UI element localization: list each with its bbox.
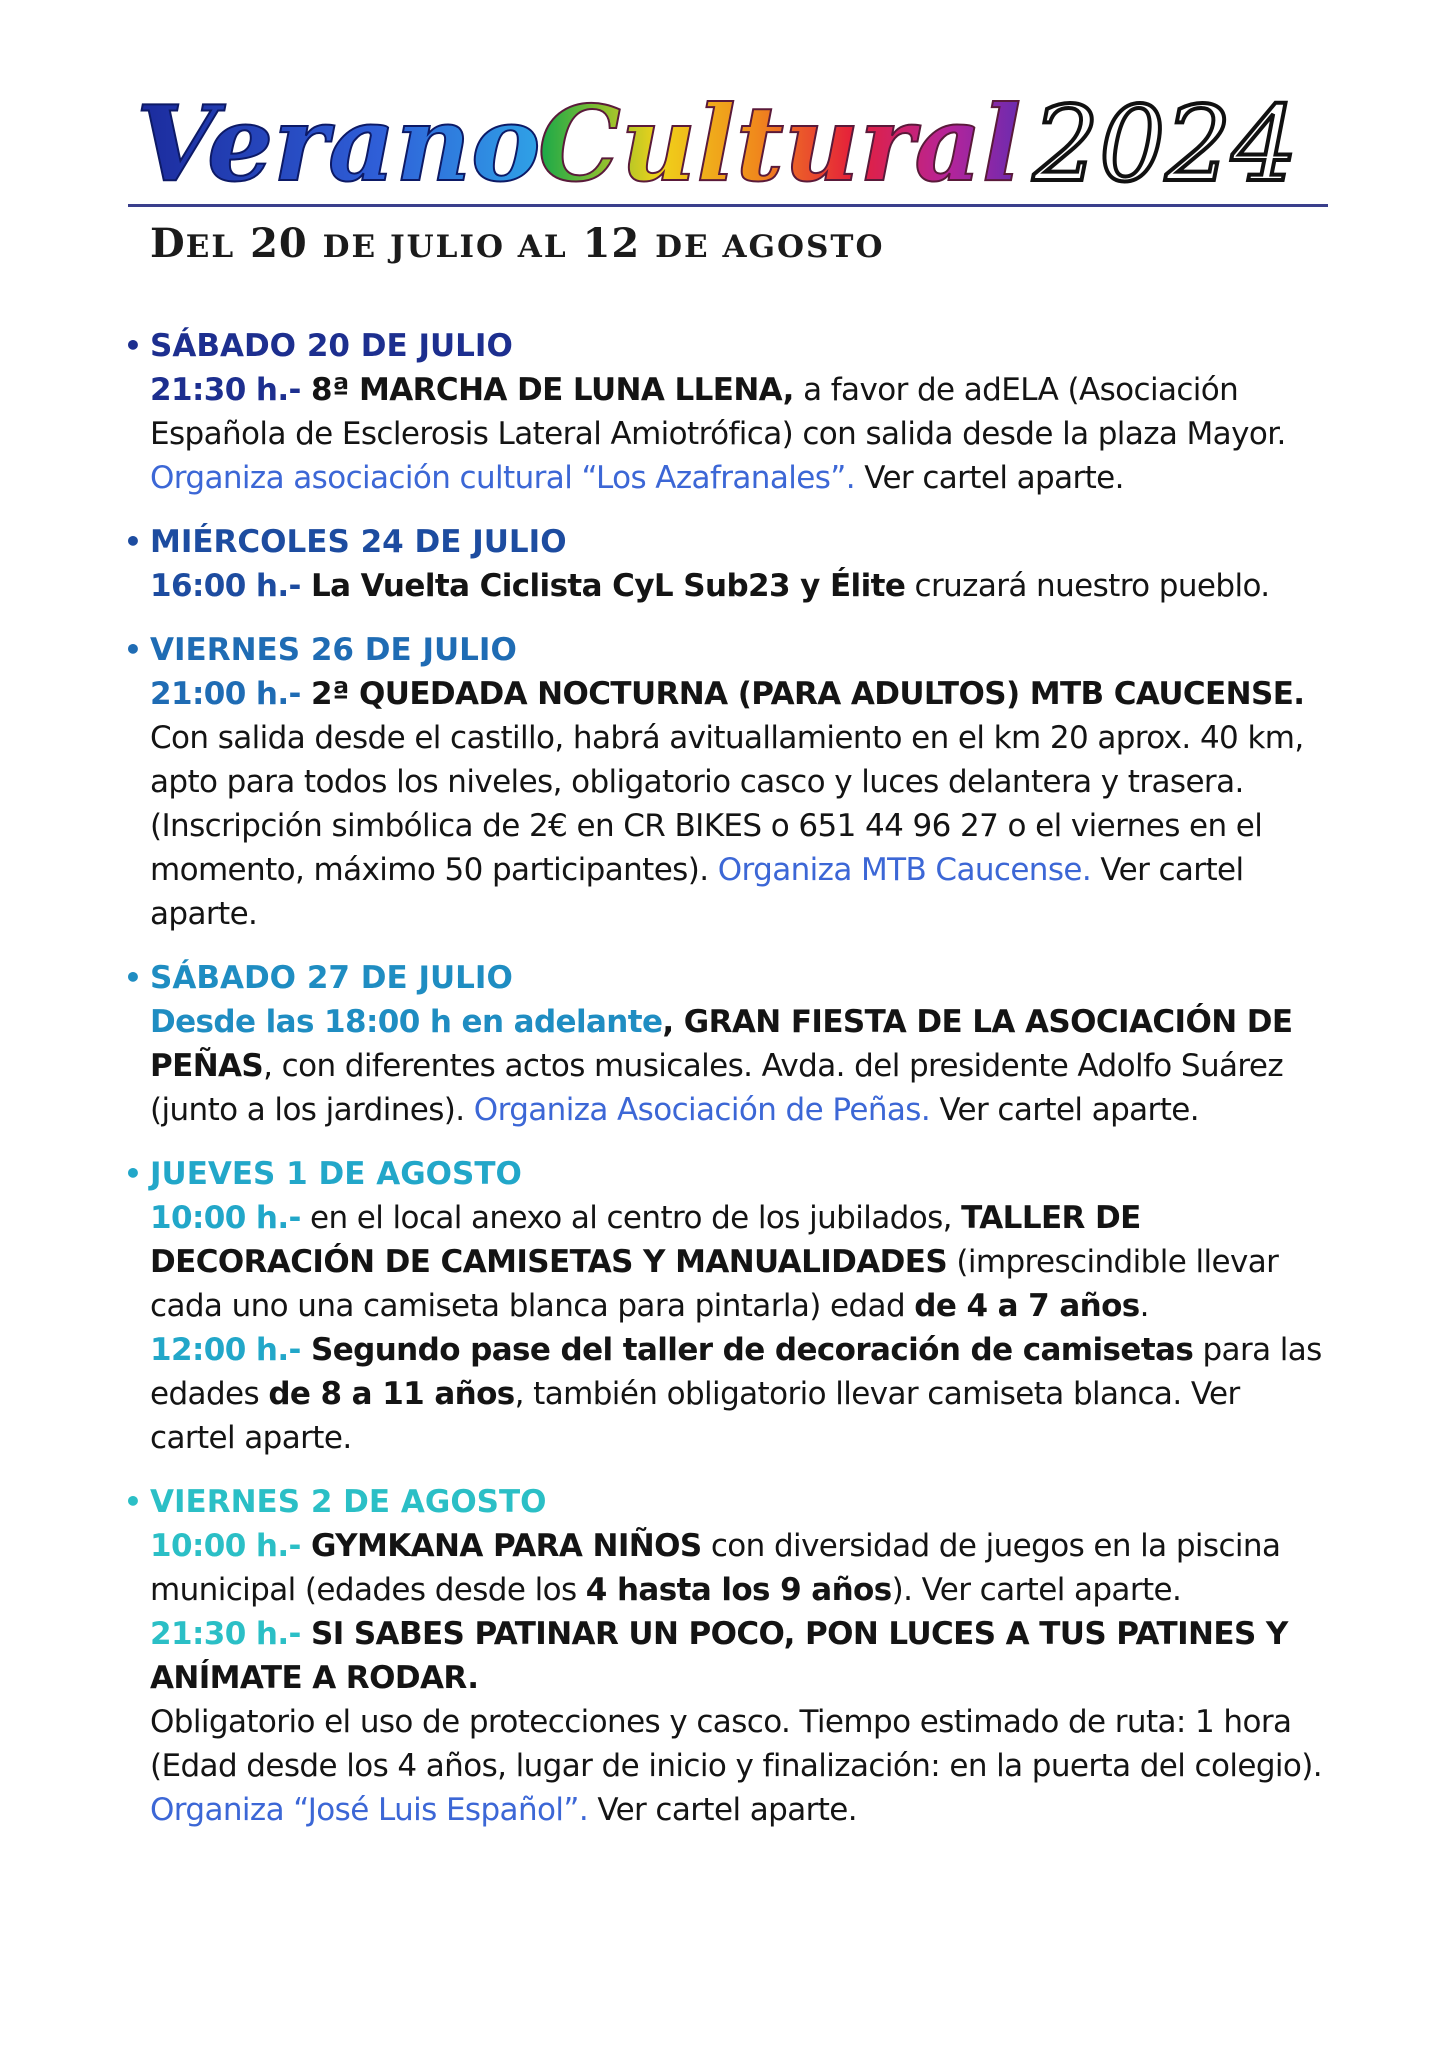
event-description xyxy=(150,1196,1328,1328)
event-description-3 xyxy=(150,1700,1328,1832)
event-list xyxy=(124,324,1328,1852)
event-day xyxy=(124,628,1328,672)
poster-header xyxy=(128,68,1328,267)
dates-start-day: 20 xyxy=(250,220,308,267)
event-note: , también obligatorio llevar camiseta blanca. Ver cartel aparte. xyxy=(150,1376,1240,1456)
event-note: Ver cartel aparte. xyxy=(930,1092,1199,1128)
event-note: Ver cartel aparte. xyxy=(150,852,1244,932)
event-text: Con salida desde el castillo, habrá avituallamiento en el km 20 aprox. 40 km, apto para todos los niveles, obligatorio casco y luces delantera y trasera. (Inscripción simbólica de 2€ en CR BIKES o 651 44 96 27 o el viernes en el momento, máximo 50 participantes). xyxy=(150,720,1304,888)
title-year: 2024 xyxy=(1033,83,1298,204)
event-time: Desde las 18:00 h en adelante xyxy=(150,1004,663,1040)
bullet-icon: • xyxy=(124,1157,142,1190)
event-highlight: 2ª QUEDADA NOCTURNA (PARA ADULTOS) MTB CAUCENSE. xyxy=(300,676,1305,712)
event-organizer: Organiza “José Luis Español”. xyxy=(150,1792,589,1828)
event-description-2 xyxy=(150,1612,1328,1700)
event-text: a favor de adELA (Asociación Española de Esclerosis Lateral Amiotrófica) con salida desde la plaza Mayor. xyxy=(150,372,1286,452)
event-highlight: 8ª MARCHA DE LUNA LLENA, xyxy=(300,372,794,408)
event-highlight: , GRAN FIESTA DE LA ASOCIACIÓN DE PEÑAS xyxy=(150,1004,1293,1084)
event-text: con diversidad de juegos en la piscina municipal (edades desde los xyxy=(150,1528,1281,1608)
event-age-range: de 8 a 11 años xyxy=(268,1376,515,1412)
event-day xyxy=(124,1480,1328,1524)
event-text: , con diferentes actos musicales. Avda. del presidente Adolfo Suárez (junto a los jardines). xyxy=(150,1048,1284,1128)
event-day xyxy=(124,956,1328,1000)
event-time: 16:00 h.- xyxy=(150,568,301,604)
event-item xyxy=(124,956,1328,1132)
bullet-icon: • xyxy=(124,329,142,362)
title-word-verano: Verano xyxy=(136,82,541,204)
event-day xyxy=(124,324,1328,368)
event-item xyxy=(124,520,1328,608)
event-text: en el local anexo al centro de los jubilados, xyxy=(300,1200,962,1236)
event-day-label: JUEVES 1 DE AGOSTO xyxy=(150,1156,522,1192)
event-age-range: de 4 a 7 años xyxy=(914,1288,1140,1324)
event-text: Obligatorio el uso de protecciones y casco. Tiempo estimado de ruta: 1 hora (Edad desde los 4 años, lugar de inicio y finalización: en la puerta del colegio). xyxy=(150,1704,1323,1784)
event-organizer: Organiza asociación cultural “Los Azafranales”. xyxy=(150,460,855,496)
dates-part1: EL xyxy=(185,229,236,265)
bullet-icon: • xyxy=(124,961,142,994)
event-time: 21:30 h.- xyxy=(150,1616,301,1652)
event-note: ). Ver cartel aparte. xyxy=(891,1572,1182,1608)
bullet-icon: • xyxy=(124,633,142,666)
event-time: 21:00 h.- xyxy=(150,676,301,712)
dates-part3: DE AGOSTO xyxy=(655,229,885,265)
date-range xyxy=(150,220,884,267)
event-highlight: La Vuelta Ciclista CyL Sub23 y Élite xyxy=(300,568,906,604)
dates-initial: D xyxy=(150,220,186,267)
event-highlight: TALLER DE DECORACIÓN DE CAMISETAS Y MANUALIDADES xyxy=(150,1200,1141,1280)
event-description xyxy=(150,1000,1328,1132)
event-item xyxy=(124,1152,1328,1460)
event-highlight: SI SABES PATINAR UN POCO, PON LUCES A TUS PATINES Y ANÍMATE A RODAR. xyxy=(150,1616,1288,1696)
event-day-label: SÁBADO 27 DE JULIO xyxy=(150,960,513,996)
event-text-2: (imprescindible llevar cada uno una camiseta blanca para pintarla) edad xyxy=(150,1244,1279,1324)
bullet-icon: • xyxy=(124,1485,142,1518)
event-description xyxy=(150,672,1328,936)
event-description xyxy=(150,368,1328,500)
event-highlight: GYMKANA PARA NIÑOS xyxy=(300,1528,702,1564)
event-organizer: Organiza MTB Caucense. xyxy=(717,852,1092,888)
event-day xyxy=(124,1152,1328,1196)
event-description xyxy=(150,564,1328,608)
event-age-range: 4 hasta los 9 años xyxy=(585,1572,892,1608)
event-day-label: VIERNES 2 DE AGOSTO xyxy=(150,1484,547,1520)
dates-end-day: 12 xyxy=(582,220,641,267)
event-note: Ver cartel aparte. xyxy=(855,460,1124,496)
event-day-label: VIERNES 26 DE JULIO xyxy=(150,632,517,668)
event-text: para las edades xyxy=(150,1332,1322,1412)
event-item xyxy=(124,628,1328,936)
event-time: 10:00 h.- xyxy=(150,1200,301,1236)
event-item xyxy=(124,324,1328,500)
title-logo xyxy=(128,68,1328,204)
title-word-cultural: Cultural xyxy=(538,82,1022,204)
event-time: 10:00 h.- xyxy=(150,1528,301,1564)
bullet-icon: • xyxy=(124,525,142,558)
event-time: 21:30 h.- xyxy=(150,372,301,408)
event-text: cruzará nuestro pueblo. xyxy=(905,568,1270,604)
event-time: 12:00 h.- xyxy=(150,1332,301,1368)
event-day xyxy=(124,520,1328,564)
event-day-label: SÁBADO 20 DE JULIO xyxy=(150,328,513,364)
event-description xyxy=(150,1524,1328,1612)
event-note: Ver cartel aparte. xyxy=(588,1792,858,1828)
event-item xyxy=(124,1480,1328,1832)
event-organizer: Organiza Asociación de Peñas. xyxy=(473,1092,931,1128)
event-note: . xyxy=(1139,1288,1149,1324)
event-highlight: Segundo pase del taller de decoración de camisetas xyxy=(300,1332,1194,1368)
event-day-label: MIÉRCOLES 24 DE JULIO xyxy=(150,524,567,560)
dates-part2: DE JULIO AL xyxy=(322,229,568,265)
event-description-2 xyxy=(150,1328,1328,1460)
header-divider xyxy=(128,204,1328,207)
